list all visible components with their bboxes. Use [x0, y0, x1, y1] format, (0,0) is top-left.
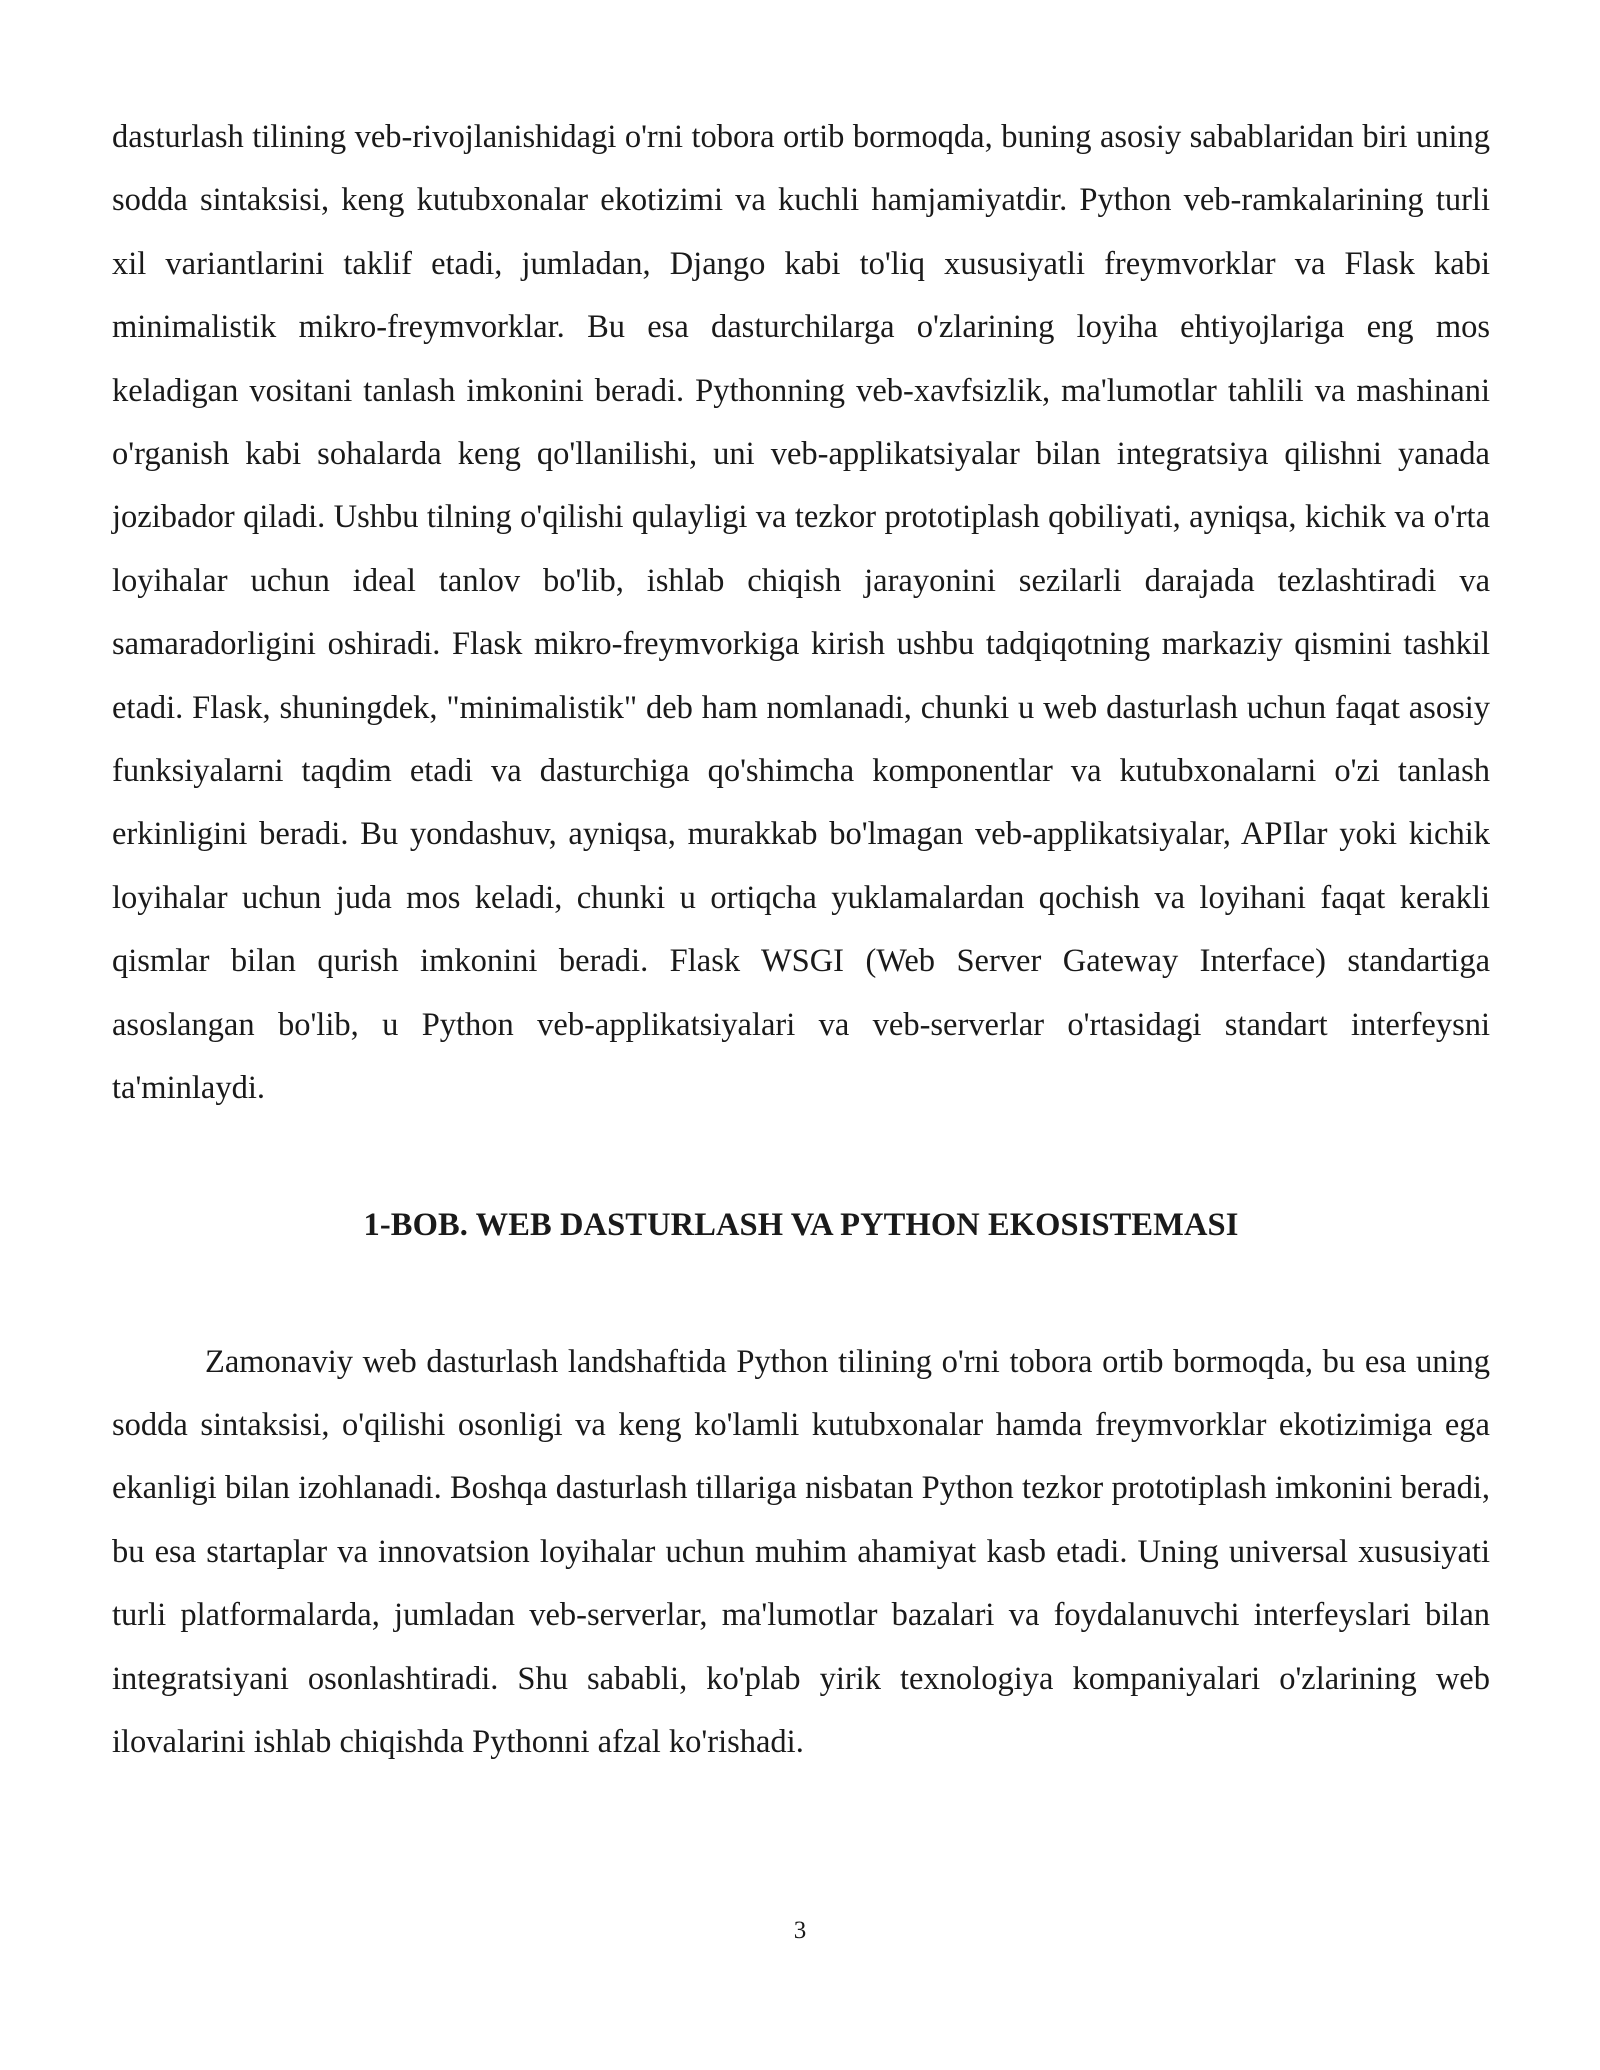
body-paragraph-continuation: dasturlash tilining veb-rivojlanishidagi o'rni tobora ortib bormoqda, buning asosiy sabablaridan biri uning sodda sintaksisi, keng kutubxonalar ekotizimi va kuchli hamjamiyatdir. Python veb-ramkalarining turli xil variantlarini taklif etadi, jumladan, Django kabi to'liq xususiyatli freymvorklar va Flask kabi minimalistik mikro-freymvorklar. Bu esa dasturchilarga o'zlarining loyiha ehtiyojlariga eng mos keladigan vositani tanlash imkonini beradi. Pythonning veb-xavfsizlik, ma'lumotlar tahlili va mashinani o'rganish kabi sohalarda keng qo'llanilishi, uni veb-applikatsiyalar bilan integratsiya qilishni yanada jozibador qiladi. Ushbu tilning o'qilishi qulayligi va tezkor prototiplash qobiliyati, ayniqsa, kichik va o'rta loyihalar uchun ideal tanlov bo'lib, ishlab chiqish jarayonini sezilarli darajada tezlashtiradi va samaradorligini oshiradi. Flask mikro-freymvorkiga kirish ushbu tadqiqotning markaziy qismini tashkil etadi. Flask, shuningdek, "minimalistik" deb ham nomlanadi, chunki u web dasturlash uchun faqat asosiy funksiyalarni taqdim etadi va dasturchiga qo'shimcha komponentlar va kutubxonalarni o'zi tanlash erkinligini beradi. Bu yondashuv, ayniqsa, murakkab bo'lmagan veb-applikatsiyalar, APIlar yoki kichik loyihalar uchun juda mos keladi, chunki u ortiqcha yuklamalardan qochish va loyihani faqat kerakli qismlar bilan qurish imkonini beradi. Flask WSGI (Web Server Gateway Interface) standartiga asoslangan bo'lib, u Python veb-applikatsiyalari va veb-serverlar o'rtasidagi standart interfeysni ta'minlaydi. — [112, 119, 1490, 1107]
chapter-heading: 1-BOB. WEB DASTURLASH VA PYTHON EKOSISTEMASI — [363, 1206, 1239, 1243]
body-paragraph-intro: Zamonaviy web dasturlash landshaftida Python tilining o'rni tobora ortib bormoqda, bu esa uning sodda sintaksisi, o'qilishi osonligi va keng ko'lamli kutubxonalar hamda freymvorklar ekotizimiga ega ekanligi bilan izohlanadi. Boshqa dasturlash tillariga nisbatan Python tezkor prototiplash imkonini beradi, bu esa startaplar va innovatsion loyihalar uchun muhim ahamiyat kasb etadi. Uning universal xususiyati turli platformalarda, jumladan veb-serverlar, ma'lumotlar bazalari va foydalanuvchi interfeyslari bilan integratsiyani osonlashtiradi. Shu sababli, ko'plab yirik texnologiya kompaniyalari o'zlarining web ilovalarini ishlab chiqishda Pythonni afzal ko'rishadi. — [112, 1343, 1490, 1760]
page-number: 3 — [793, 1917, 807, 1944]
